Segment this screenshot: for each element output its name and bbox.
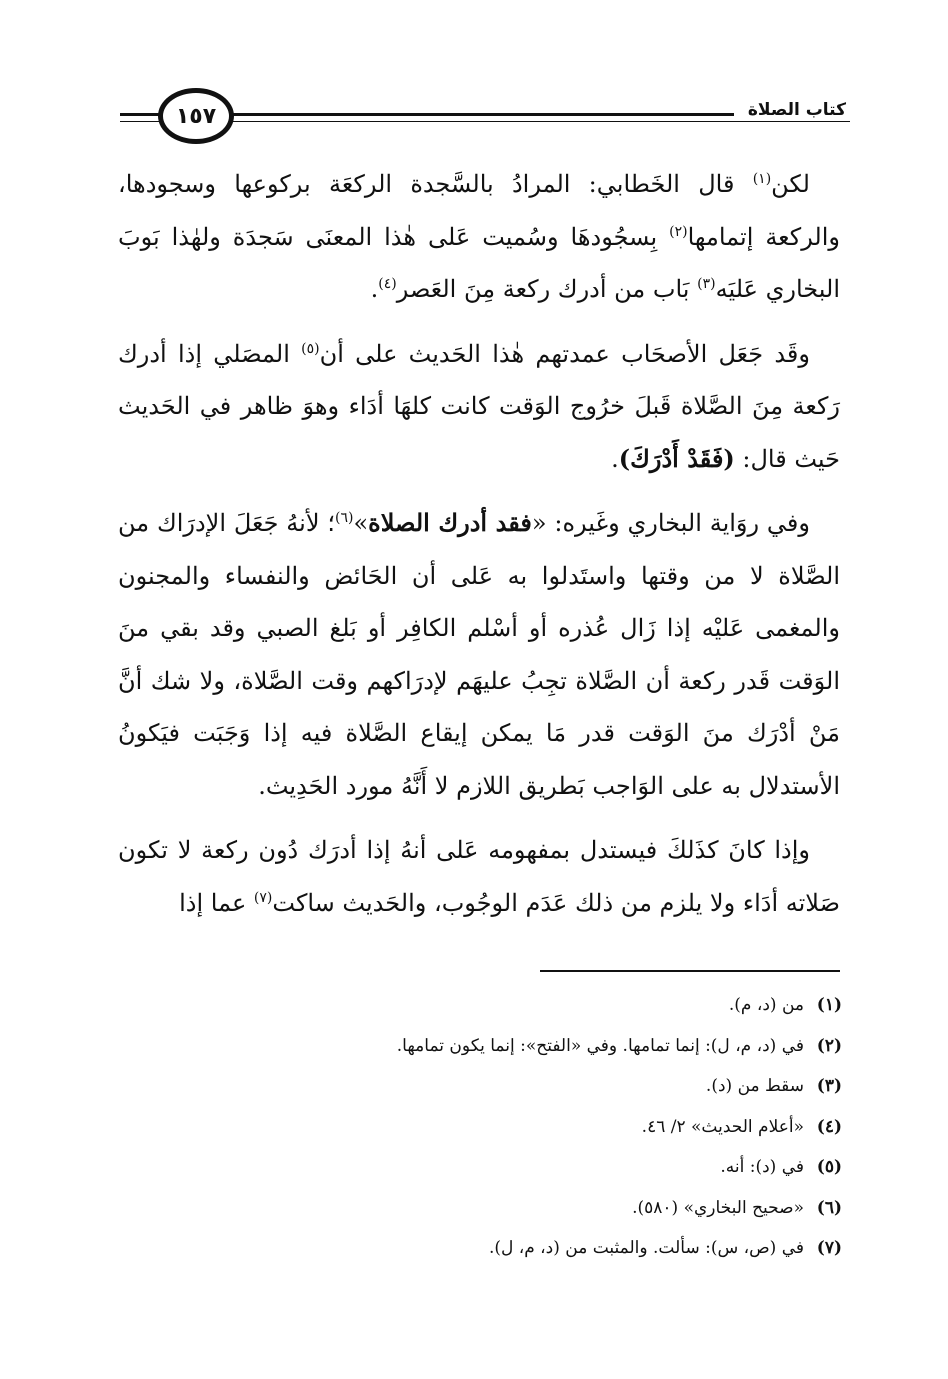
quoted-hadith: (فَقَدْ أَدْرَكَ) xyxy=(618,443,735,473)
page-header xyxy=(120,88,850,152)
footnote-number: (٧) xyxy=(816,1238,842,1258)
text-run: قال الخَطابي: المرادُ بالسَّجدة الركعَة بركوعها وسجودها، والركعة إتمامها xyxy=(118,170,841,251)
text-run: » xyxy=(353,509,369,537)
footnote-number: (٥) xyxy=(816,1157,842,1177)
text-run: بَاب من أدرك ركعة مِنَ العَصر xyxy=(396,275,698,303)
footnote-item xyxy=(200,1026,842,1067)
text-run: . xyxy=(611,444,619,473)
text-run: ؛ لأنهُ جَعَلَ الإدرَاك من الصَّلاة لا من وقتها واستَدلوا به عَلى أن الحَائض والنفساء والمجنون والمغمى عَليْه إذا زَال عُذره أو أسْلم الكافِر أو بَلغ الصبي وقد بقي منَ الوَقت قَدر ركعة أن الصَّلاة تجِبُ عليهَم لإدرَاكهم وقت الصَّلاة، ولا شك أنَّ مَنْ أدْرَك منَ الوَقت قدر مَا يمكن إيقاع الصَّلاة فيه إذا وَجَبَت فيَكونُ الأستدلال به على الوَاجب بَطريق اللازم لا أَنَّهُ مورد الحَدِيث. xyxy=(118,509,840,800)
main-text xyxy=(118,158,840,941)
footnote-item xyxy=(200,1066,842,1107)
footnote-number: (٢) xyxy=(816,1035,842,1056)
paragraph xyxy=(118,328,840,486)
footnote-marker: (٤) xyxy=(378,276,397,292)
running-title: كتاب الصلاة xyxy=(747,100,846,120)
paragraph xyxy=(118,824,840,929)
text-run: . xyxy=(370,275,379,303)
footnote-text: في (د، م، ل): إنما تمامها. وفي «الفتح»: إنما يكون تمامها. xyxy=(396,1035,804,1056)
footnote-text: من (د، م). xyxy=(728,995,804,1015)
footnote-marker: (٧) xyxy=(253,889,273,906)
footnote-item xyxy=(200,985,842,1026)
text-run: بِسجُودهَا وسُميت عَلى هٰذا المعنَى سَجدَة ولهٰذا بَوبَ البخاري عَليَه xyxy=(118,222,840,303)
paragraph xyxy=(118,158,840,316)
page-number: ١٥٧ xyxy=(175,103,217,129)
text-run: وفي روَاية البخاري وغَيره: « xyxy=(531,509,810,537)
quoted-hadith: فقد أدرك الصلاة xyxy=(368,508,532,537)
footnote-marker: (٣) xyxy=(697,276,716,292)
footnote-number: (٤) xyxy=(816,1116,842,1137)
footnote-marker: (٢) xyxy=(669,223,688,240)
footnote-marker: (٥) xyxy=(301,340,320,357)
footnote-text: في (د): أنه. xyxy=(720,1157,804,1177)
footnote-item xyxy=(200,1188,842,1229)
text-run: وقَد جَعَل الأصحَاب عمدتهم هٰذا الحَديث على أن xyxy=(319,339,810,368)
footnote-text: «أعلام الحديث» ٢/ ٤٦. xyxy=(641,1116,804,1137)
text-run: عما إذا xyxy=(179,888,254,917)
footnote-item xyxy=(200,1228,842,1269)
footnote-item xyxy=(200,1147,842,1188)
text-run: المصَلي إذا أدرك رَكعة مِنَ الصَّلاة قَبلَ خرُوج الوَقت كانت كلهَا أدَاء وهوَ ظاهر في الحَديث حَيث قال: xyxy=(118,339,840,473)
footnote-separator xyxy=(540,970,840,972)
text-run: وإذا كانَ كذَلكَ فيستدل بمفهومه عَلى أنهُ إذا أدرَك دُون ركعة لا تكون صَلاته أدَاء ولا يلزم من ذلك عَدَم الوجُوب، والحَديث ساكت xyxy=(118,836,840,917)
footnote-text: في (ص، س): سألت. والمثبت من (د، م، ل). xyxy=(488,1238,804,1258)
page-number-badge xyxy=(158,88,234,144)
footnote-text: «صحيح البخاري» (٥٨٠). xyxy=(632,1197,804,1218)
running-title-box xyxy=(734,100,850,120)
footnote-marker: (١) xyxy=(752,171,772,187)
footnote-number: (١) xyxy=(816,995,842,1015)
footnote-item xyxy=(200,1107,842,1148)
footnote-number: (٦) xyxy=(816,1197,842,1218)
footnote-text: سقط من (د). xyxy=(705,1076,804,1096)
footnotes xyxy=(200,985,842,1269)
footnote-number: (٣) xyxy=(816,1076,842,1096)
footnote-marker: (٦) xyxy=(334,510,354,526)
paragraph xyxy=(118,497,840,812)
text-run: لكن xyxy=(771,170,810,198)
